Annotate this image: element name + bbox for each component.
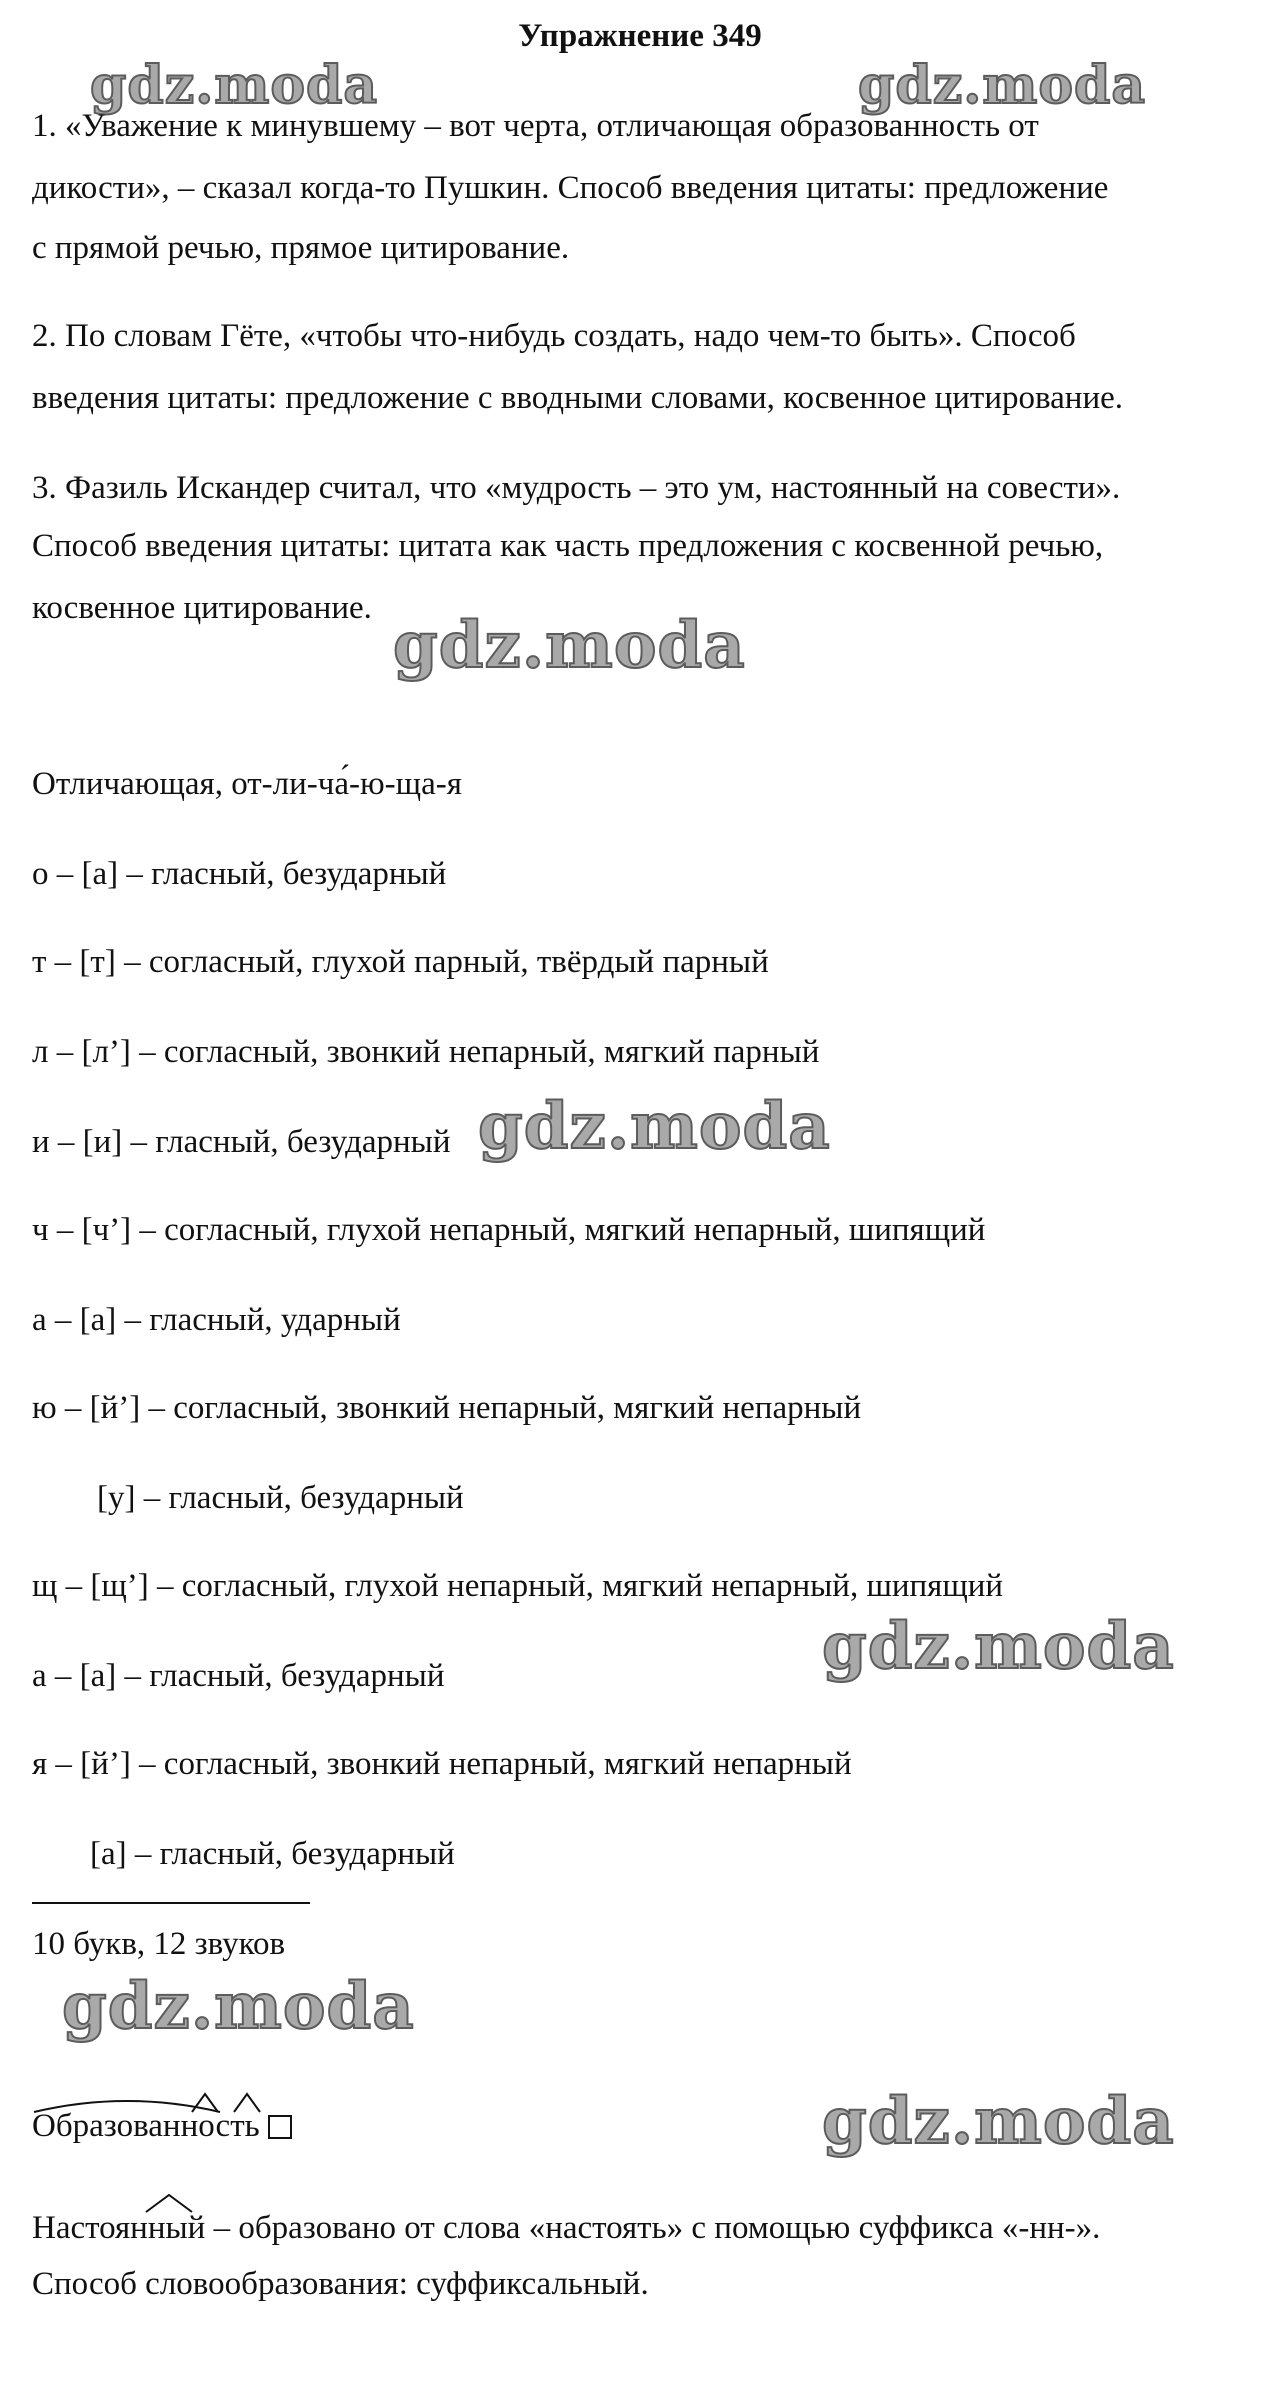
paragraph-line: дикости», – сказал когда-то Пушкин. Способ введения цитаты: предложение <box>32 170 1109 206</box>
ending-square-icon <box>268 2115 292 2139</box>
word-formation-text: Настоянный – образовано от слова «настоять» с помощью суффикса «-нн-». <box>32 2210 1101 2246</box>
watermark: gdz.moda <box>62 1969 415 2044</box>
morphemic-word-wrap <box>32 2110 260 2143</box>
word-formation-line <box>32 2212 1100 2245</box>
phonetic-row: а – [а] – гласный, безударный <box>32 1658 445 1694</box>
watermark: gdz.moda <box>858 55 1147 116</box>
morphemic-line <box>32 2110 292 2143</box>
phonetic-word: Отличающая, от-ли-ча́-ю-ща-я <box>32 766 462 802</box>
phonetic-row: щ – [щ’] – согласный, глухой непарный, мягкий непарный, шипящий <box>32 1568 1004 1604</box>
phonetic-row: о – [а] – гласный, безударный <box>32 856 447 892</box>
phonetic-row: т – [т] – согласный, глухой парный, твёрдый парный <box>32 944 769 980</box>
watermark: gdz.moda <box>478 1089 831 1164</box>
word-formation-line: Способ словообразования: суффиксальный. <box>32 2266 649 2302</box>
suffix-mark <box>144 2192 194 2214</box>
paragraph-line: косвенное цитирование. <box>32 590 372 626</box>
watermark: gdz.moda <box>822 1609 1175 1684</box>
paragraph-line: 1. «Уважение к минувшему – вот черта, отличающая образованность от <box>32 108 1039 144</box>
exercise-title: Упражнение 349 <box>518 18 762 54</box>
paragraph-line: Способ введения цитаты: цитата как часть предложения с косвенной речью, <box>32 528 1104 564</box>
phonetic-row: [а] – гласный, безударный <box>90 1836 455 1872</box>
phonetic-row: и – [и] – гласный, безударный <box>32 1124 451 1160</box>
phonetic-row: я – [й’] – согласный, звонкий непарный, мягкий непарный <box>32 1746 852 1782</box>
watermark: gdz.moda <box>822 2084 1175 2159</box>
watermark: gdz.moda <box>90 55 379 116</box>
phonetic-row: л – [л’] – согласный, звонкий непарный, мягкий парный <box>32 1034 820 1070</box>
paragraph-line: 3. Фазиль Искандер считал, что «мудрость – это ум, настоянный на совести». <box>32 470 1121 506</box>
paragraph-line: с прямой речью, прямое цитирование. <box>32 230 570 266</box>
phonetic-row: ч – [ч’] – согласный, глухой непарный, мягкий непарный, шипящий <box>32 1212 986 1248</box>
watermark: gdz.moda <box>393 608 746 683</box>
phonetic-row: [у] – гласный, безударный <box>97 1480 464 1516</box>
suffix-caret <box>234 2094 260 2112</box>
morphemic-word: Образованность <box>32 2108 260 2144</box>
word-formation-wrap <box>32 2212 1100 2245</box>
paragraph-line: 2. По словам Гёте, «чтобы что-нибудь создать, надо чем-то быть». Способ <box>32 318 1076 354</box>
summary-divider <box>32 1902 310 1904</box>
paragraph-line: введения цитаты: предложение с вводными словами, косвенное цитирование. <box>32 380 1123 416</box>
morpheme-marks <box>32 2088 282 2116</box>
phonetic-row: ю – [й’] – согласный, звонкий непарный, мягкий непарный <box>32 1390 862 1426</box>
phonetic-row: а – [а] – гласный, ударный <box>32 1302 401 1338</box>
phonetic-summary: 10 букв, 12 звуков <box>32 1926 286 1962</box>
